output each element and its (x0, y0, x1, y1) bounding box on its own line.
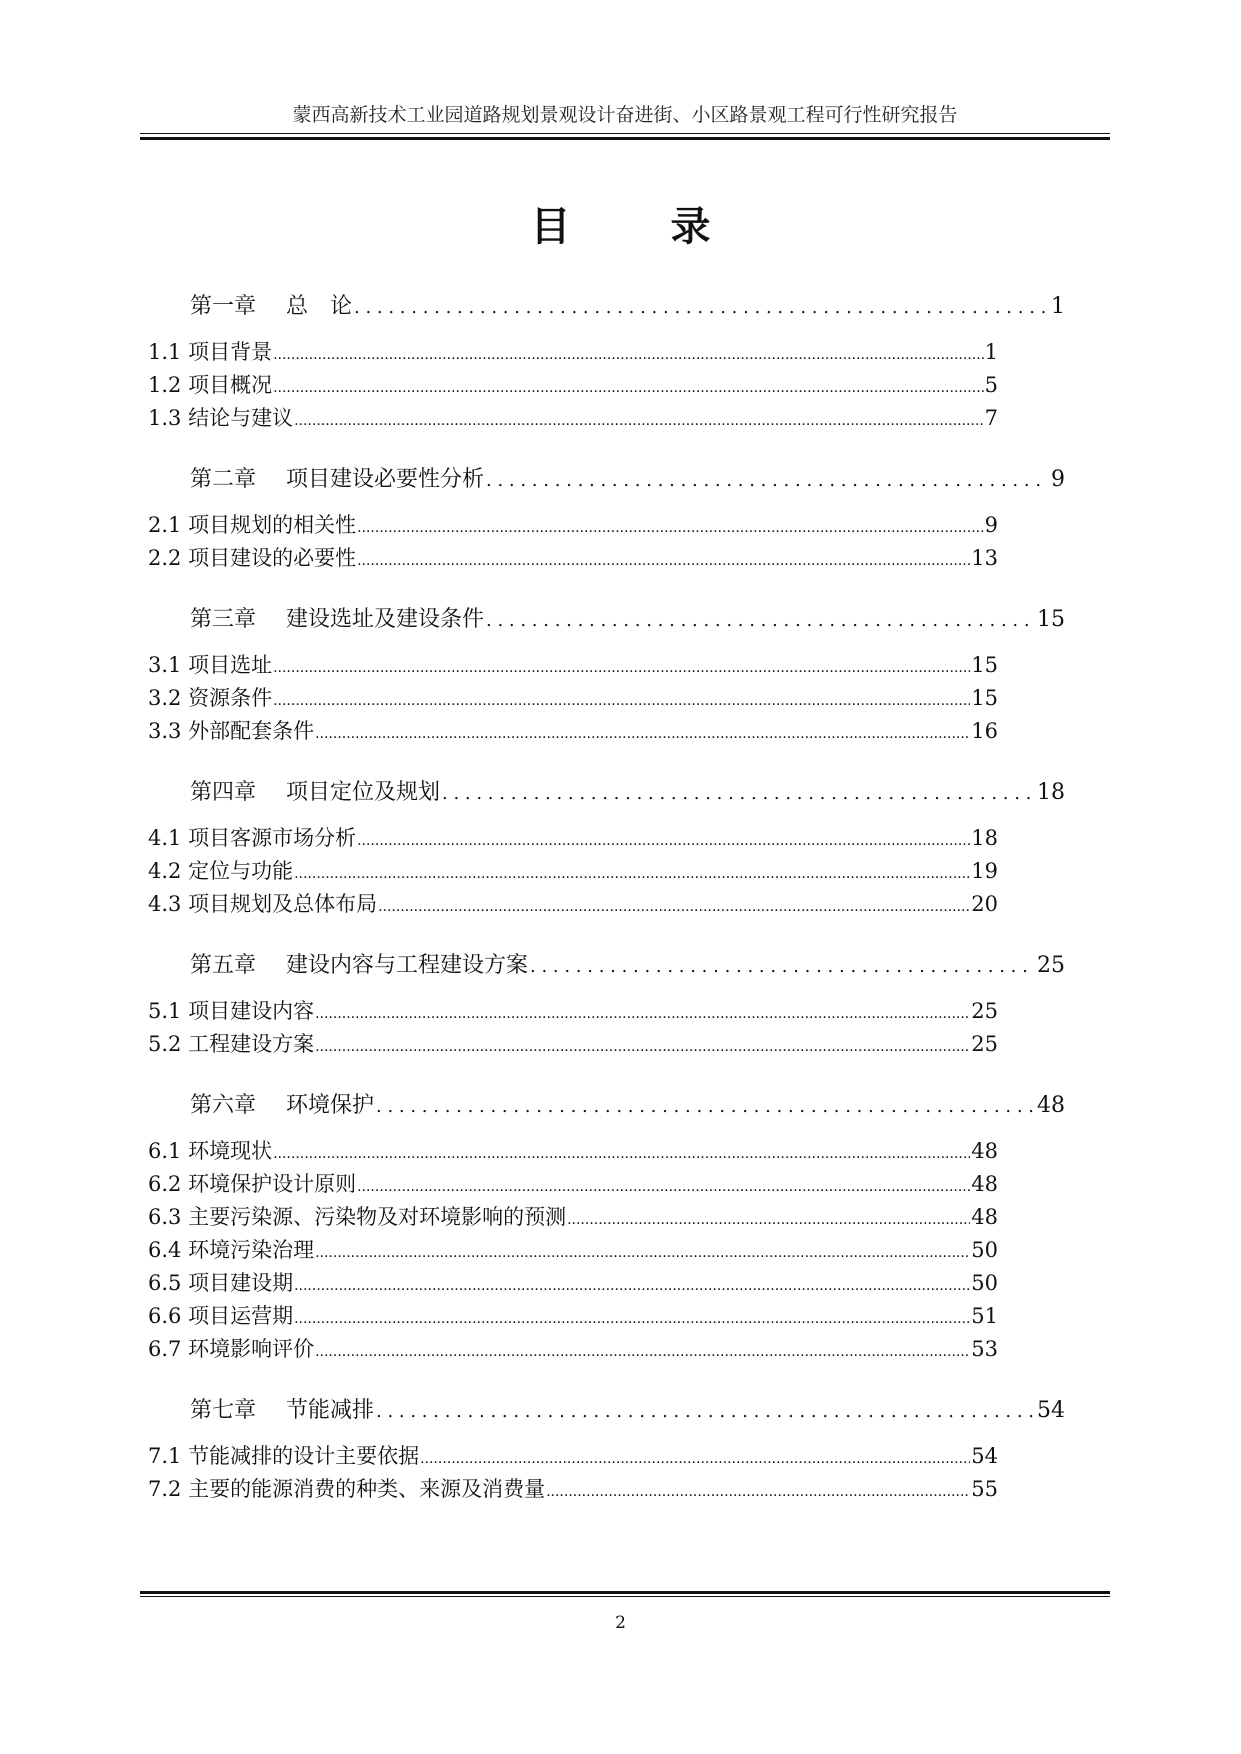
dot-leader (376, 1395, 1033, 1429)
dot-leader (357, 1171, 970, 1204)
section-label: 6.7 环境影响评价 (148, 1337, 315, 1361)
section-page: 55 (971, 1477, 998, 1501)
title-char-1: 目 (530, 203, 571, 250)
dot-leader (273, 652, 970, 685)
toc-section-entry (148, 1473, 998, 1506)
dot-leader (273, 339, 984, 372)
dot-leader (294, 858, 970, 891)
chapter-page: 15 (1037, 607, 1065, 632)
dot-leader (273, 372, 984, 405)
toc-section-entry (148, 1300, 998, 1333)
dot-leader (294, 1270, 970, 1303)
section-label: 5.2 工程建设方案 (148, 1032, 315, 1056)
section-label: 4.2 定位与功能 (148, 859, 294, 883)
section-page: 50 (971, 1271, 998, 1295)
dot-leader (315, 1031, 970, 1064)
dot-leader (486, 464, 1047, 498)
page-title (0, 195, 1241, 252)
dot-leader (420, 1443, 970, 1476)
table-of-contents (148, 290, 1065, 1506)
chapter-number: 第四章 (190, 780, 257, 805)
toc-section-entry (148, 1267, 998, 1300)
section-page: 53 (971, 1337, 998, 1361)
section-label: 1.2 项目概况 (148, 373, 273, 397)
chapter-title: 项目建设必要性分析 (286, 467, 485, 492)
header-rule-thick (140, 137, 1110, 140)
section-label: 6.4 环境污染治理 (148, 1238, 315, 1262)
toc-chapter-entry (190, 603, 1065, 637)
chapter-number: 第三章 (190, 607, 257, 632)
section-label: 6.3 主要污染源、污染物及对环境影响的预测 (148, 1205, 567, 1229)
section-page: 18 (971, 826, 998, 850)
toc-section-entry (148, 1234, 998, 1267)
dot-leader (530, 950, 1033, 984)
toc-section-entry (148, 1333, 998, 1366)
toc-chapter-entry (190, 949, 1065, 983)
chapter-number: 第七章 (190, 1398, 257, 1423)
page-number: 2 (615, 1613, 626, 1633)
chapter-page: 18 (1037, 780, 1065, 805)
section-label: 4.3 项目规划及总体布局 (148, 892, 378, 916)
dot-leader (357, 512, 984, 545)
dot-leader (354, 291, 1047, 325)
dot-leader (294, 1303, 970, 1336)
section-label: 4.1 项目客源市场分析 (148, 826, 357, 850)
section-page: 48 (971, 1139, 998, 1163)
chapter-number: 第二章 (190, 467, 257, 492)
section-label: 3.2 资源条件 (148, 686, 273, 710)
dot-leader (315, 718, 970, 751)
chapter-page: 9 (1051, 467, 1065, 492)
toc-chapter-entry (190, 1394, 1065, 1428)
dot-leader (486, 604, 1033, 638)
chapter-title: 总 论 (286, 294, 353, 319)
chapter-number: 第六章 (190, 1093, 257, 1118)
toc-section-entry (148, 888, 998, 921)
toc-section-entry (148, 369, 998, 402)
chapter-page: 54 (1037, 1398, 1065, 1423)
chapter-title: 建设选址及建设条件 (286, 607, 485, 632)
chapter-title: 建设内容与工程建设方案 (286, 953, 529, 978)
toc-section-entry (148, 649, 998, 682)
section-label: 3.3 外部配套条件 (148, 719, 315, 743)
section-page: 7 (984, 406, 998, 430)
chapter-number: 第一章 (190, 294, 257, 319)
toc-chapter-entry (190, 776, 1065, 810)
dot-leader (376, 1090, 1033, 1124)
chapter-page: 48 (1037, 1093, 1065, 1118)
section-label: 2.2 项目建设的必要性 (148, 546, 357, 570)
section-page: 48 (971, 1172, 998, 1196)
chapter-title: 环境保护 (286, 1093, 375, 1118)
toc-section-entry (148, 1135, 998, 1168)
dot-leader (315, 998, 970, 1031)
section-label: 3.1 项目选址 (148, 653, 273, 677)
dot-leader (567, 1204, 970, 1237)
chapter-page: 25 (1037, 953, 1065, 978)
section-page: 51 (971, 1304, 998, 1328)
running-header: 蒙西高新技术工业园道路规划景观设计奋进街、小区路景观工程可行性研究报告 (292, 104, 958, 126)
toc-section-entry (148, 715, 998, 748)
section-page: 20 (971, 892, 998, 916)
dot-leader (378, 891, 970, 924)
section-label: 1.1 项目背景 (148, 340, 273, 364)
toc-section-entry (148, 1028, 998, 1061)
section-page: 16 (971, 719, 998, 743)
section-label: 7.2 主要的能源消费的种类、来源及消费量 (148, 1477, 546, 1501)
dot-leader (315, 1237, 970, 1270)
chapter-number: 第五章 (190, 953, 257, 978)
toc-section-entry (148, 1201, 998, 1234)
dot-leader (273, 685, 970, 718)
section-page: 5 (984, 373, 998, 397)
section-page: 25 (971, 1032, 998, 1056)
section-page: 54 (971, 1444, 998, 1468)
section-label: 7.1 节能减排的设计主要依据 (148, 1444, 420, 1468)
section-page: 15 (971, 686, 998, 710)
dot-leader (546, 1476, 970, 1509)
dot-leader (357, 825, 970, 858)
toc-chapter-entry (190, 290, 1065, 324)
chapter-title: 项目定位及规划 (286, 780, 441, 805)
section-page: 13 (971, 546, 998, 570)
chapter-page: 1 (1051, 294, 1065, 319)
toc-section-entry (148, 995, 998, 1028)
toc-chapter-entry (190, 1089, 1065, 1123)
toc-section-entry (148, 1168, 998, 1201)
toc-section-entry (148, 822, 998, 855)
section-page: 15 (971, 653, 998, 677)
footer-rule-thin (140, 1596, 1110, 1597)
toc-chapter-entry (190, 463, 1065, 497)
toc-section-entry (148, 1440, 998, 1473)
dot-leader (442, 777, 1033, 811)
section-label: 1.3 结论与建议 (148, 406, 294, 430)
section-page: 50 (971, 1238, 998, 1262)
toc-section-entry (148, 336, 998, 369)
section-page: 9 (984, 513, 998, 537)
section-page: 48 (971, 1205, 998, 1229)
section-label: 6.1 环境现状 (148, 1139, 273, 1163)
section-page: 19 (971, 859, 998, 883)
dot-leader (315, 1336, 970, 1369)
section-label: 5.1 项目建设内容 (148, 999, 315, 1023)
section-label: 2.1 项目规划的相关性 (148, 513, 357, 537)
section-page: 1 (984, 340, 998, 364)
header-rule-thin (140, 133, 1110, 134)
dot-leader (273, 1138, 970, 1171)
section-page: 25 (971, 999, 998, 1023)
section-label: 6.2 环境保护设计原则 (148, 1172, 357, 1196)
toc-section-entry (148, 402, 998, 435)
footer-rule-thick (140, 1591, 1110, 1594)
toc-section-entry (148, 855, 998, 888)
title-char-2: 录 (670, 203, 711, 250)
toc-section-entry (148, 542, 998, 575)
toc-section-entry (148, 509, 998, 542)
section-label: 6.5 项目建设期 (148, 1271, 294, 1295)
section-label: 6.6 项目运营期 (148, 1304, 294, 1328)
chapter-title: 节能减排 (286, 1398, 375, 1423)
dot-leader (294, 405, 984, 438)
toc-section-entry (148, 682, 998, 715)
dot-leader (357, 545, 970, 578)
